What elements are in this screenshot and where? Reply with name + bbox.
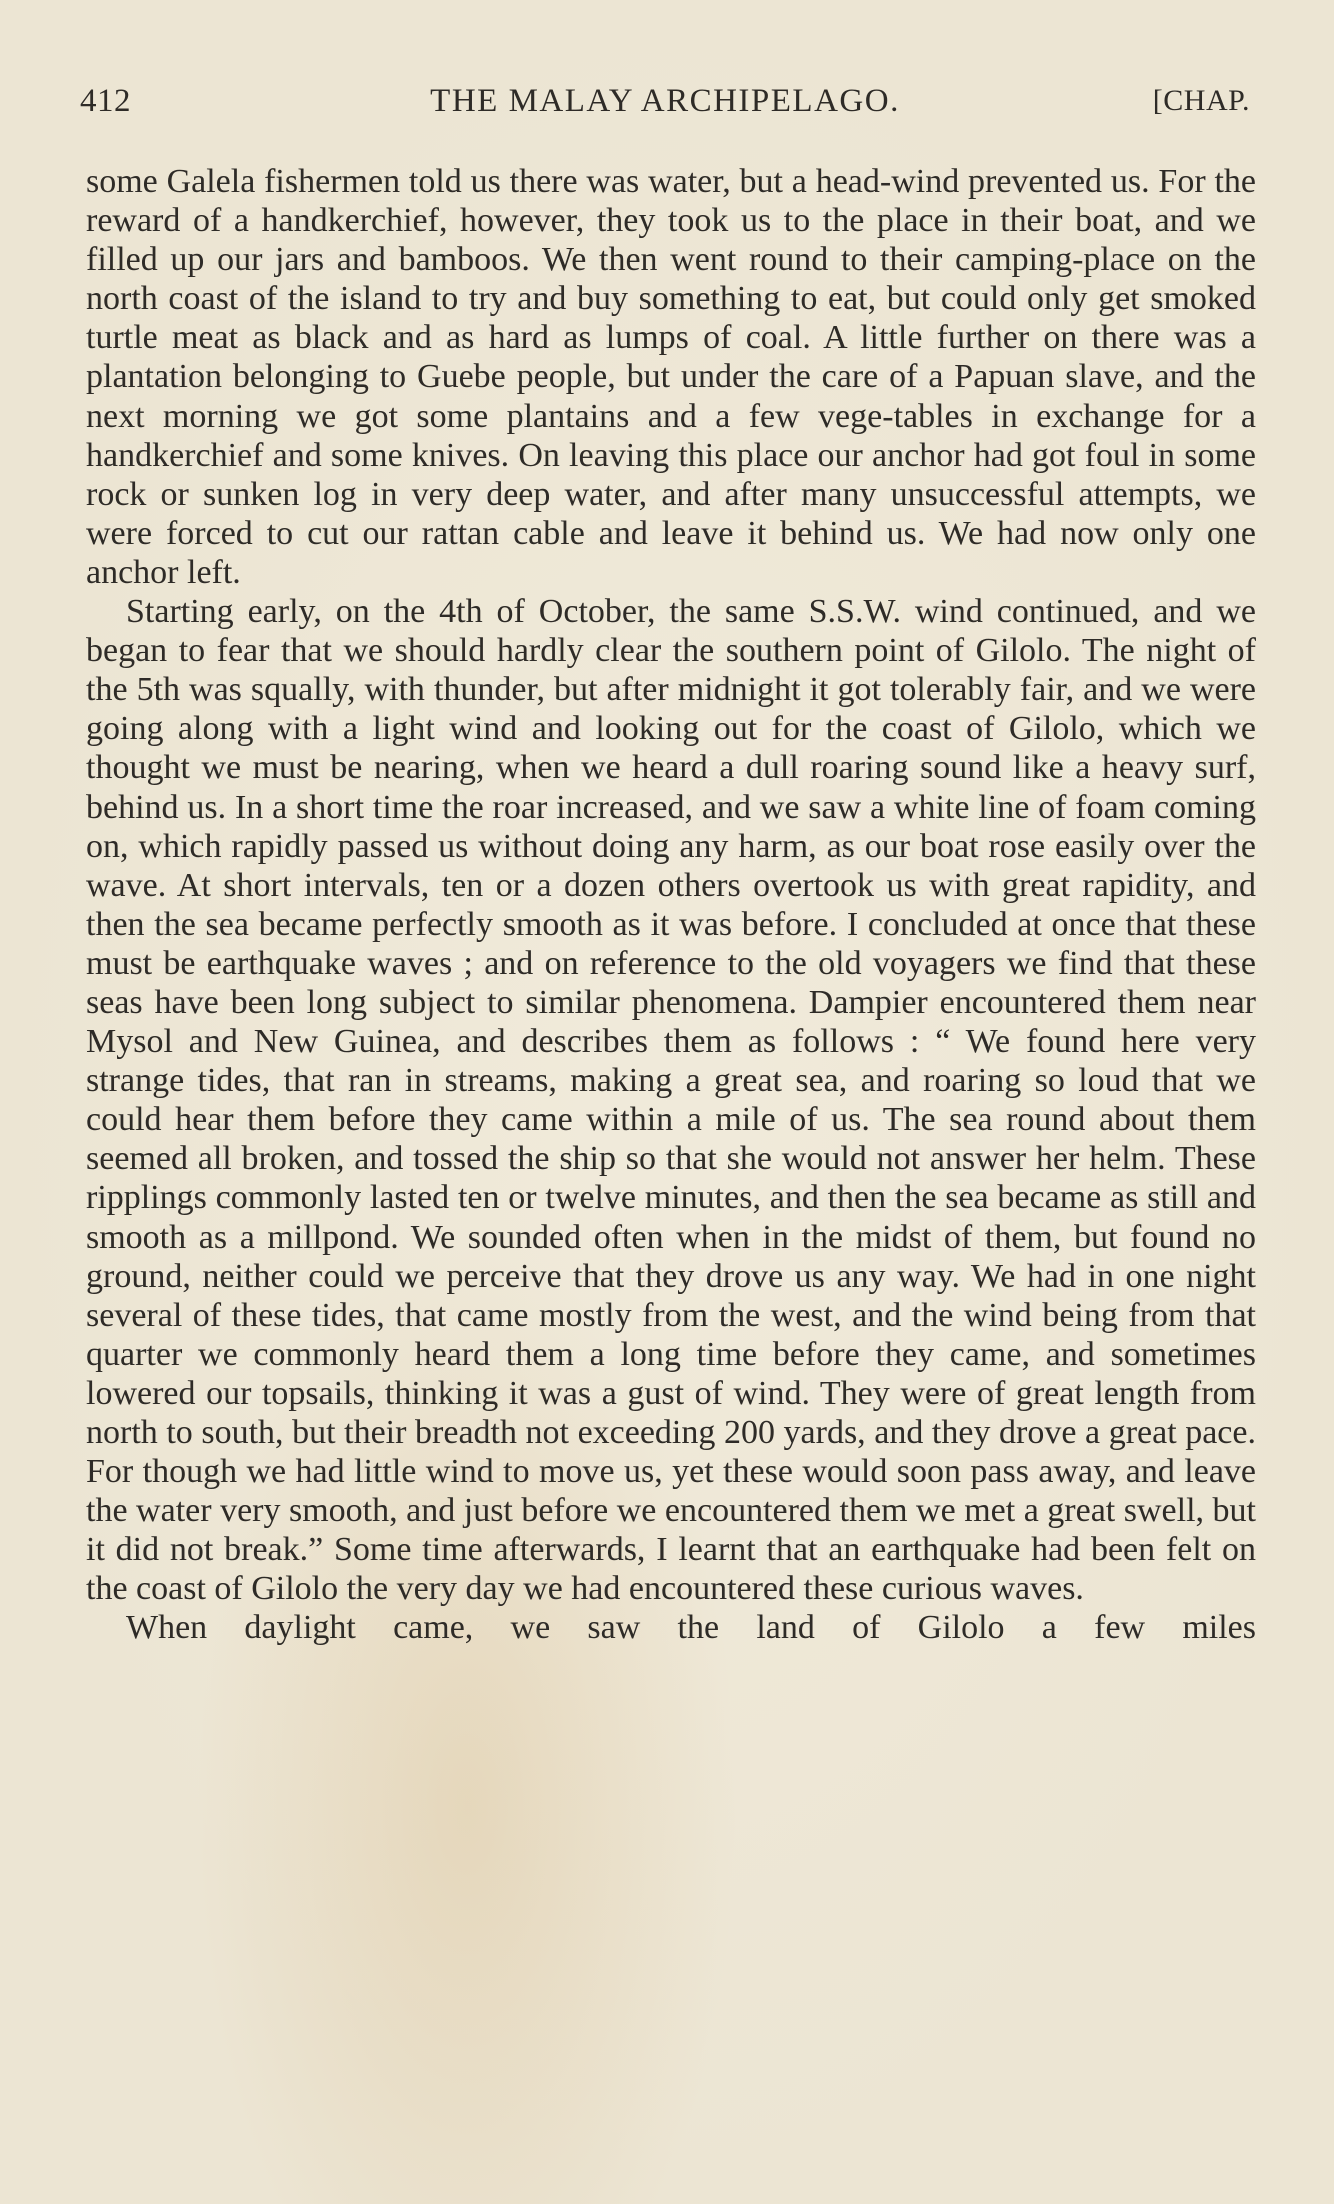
page-number: 412 bbox=[80, 82, 131, 119]
running-title: THE MALAY ARCHIPELAGO. bbox=[430, 82, 900, 119]
running-head bbox=[80, 78, 1250, 124]
paragraph-daylight: When daylight came, we saw the land of Gilolo a few miles bbox=[126, 1609, 1256, 1647]
body-text bbox=[86, 162, 1256, 1648]
chapter-mark: [CHAP. bbox=[1152, 84, 1250, 117]
paragraph-earthquake-waves: Starting early, on the 4th of October, the same S.S.W. wind continued, and we began to fear that we should hardly clear the southern point of Gilolo. The night of the 5th was squally, with thunder, but after midnight it got tolerably fair, and we were going along with a light wind and looking out for the coast of Gilolo, which we thought we must be nearing, when we heard a dull roaring sound like a heavy surf, behind us. In a short time the roar increased, and we saw a white line of foam coming on, which rapidly passed us without doing any harm, as our boat rose easily over the wave. At short intervals, ten or a dozen others overtook us with great rapidity, and then the sea became perfectly smooth as it was before. I concluded at once that these must be earthquake waves ; and on reference to the old voyagers we find that these seas have been long subject to similar phenomena. Dampier encountered them near Mysol and New Guinea, and describes them as follows : “ We found here very strange tides, that ran in streams, making a great sea, and roaring so loud that we could hear them before they came within a mile of us. The sea round about them seemed all broken, and tossed the ship so that she would not answer her helm. These ripplings commonly lasted ten or twelve minutes, and then the sea became as still and smooth as a millpond. We sounded often when in the midst of them, but found no ground, neither could we perceive that they drove us any way. We had in one night several of these tides, that came mostly from the west, and the wind being from that quarter we commonly heard them a long time before they came, and sometimes lowered our topsails, thinking it was a gust of wind. They were of great length from north to south, but their breadth not exceeding 200 yards, and they drove a great pace. For though we had little wind to move us, yet these would soon pass away, and leave the water very smooth, and just before we encountered them we met a great swell, but it did not break.” Some time afterwards, I learnt that an earthquake had been felt on the coast of Gilolo the very day we had encountered these curious waves. bbox=[86, 593, 1256, 1608]
paragraph-continued: some Galela fishermen told us there was water, but a head-wind prevented us. For the reward of a handkerchief, however, they took us to the place in their boat, and we filled up our jars and bamboos. We then went round to their camping-place on the north coast of the island to try and buy something to eat, but could only get smoked turtle meat as black and as hard as lumps of coal. A little further on there was a plantation belonging to Guebe people, but under the care of a Papuan slave, and the next morning we got some plantains and a few vege-tables in exchange for a handkerchief and some knives. On leaving this place our anchor had got foul in some rock or sunken log in very deep water, and after many unsuccessful attempts, we were forced to cut our rattan cable and leave it behind us. We had now only one anchor left. bbox=[86, 163, 1256, 591]
